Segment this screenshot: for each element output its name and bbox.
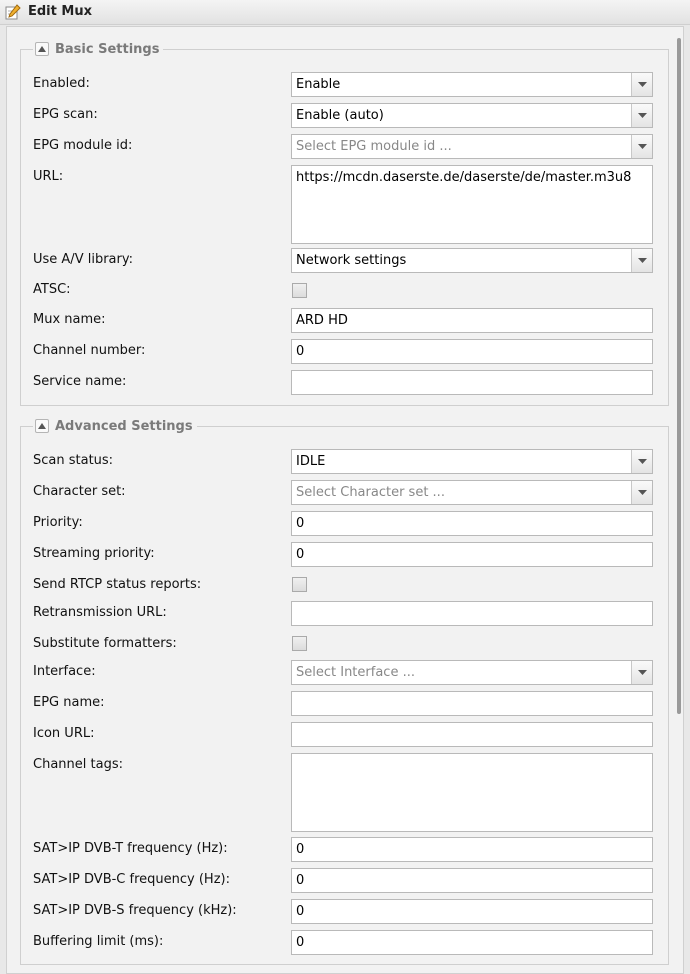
- chevron-down-icon[interactable]: [631, 249, 652, 272]
- streaming-priority-label: Streaming priority:: [33, 546, 155, 561]
- icon-url-label: Icon URL:: [33, 726, 95, 741]
- collapse-arrow-icon: [38, 46, 46, 52]
- advanced-settings-section: [20, 418, 669, 965]
- chevron-down-icon[interactable]: [631, 661, 652, 684]
- service-name-input[interactable]: [291, 370, 653, 395]
- satip-dvbs-value: 0: [296, 904, 305, 919]
- charset-label: Character set:: [33, 484, 126, 499]
- url-label: URL:: [33, 169, 64, 184]
- satip-dvbs-input[interactable]: [291, 899, 653, 924]
- collapse-basic-button[interactable]: [35, 42, 49, 56]
- rtcp-checkbox[interactable]: [292, 577, 307, 592]
- charset-placeholder: Select Character set ...: [296, 485, 445, 500]
- channel-tags-textarea[interactable]: [291, 753, 653, 832]
- mux-name-value: ARD HD: [296, 313, 348, 328]
- atsc-checkbox[interactable]: [292, 283, 307, 298]
- av-library-select[interactable]: [291, 248, 653, 273]
- epg-module-placeholder: Select EPG module id ...: [296, 139, 452, 154]
- advanced-settings-legend: [33, 417, 197, 435]
- buffer-limit-label: Buffering limit (ms):: [33, 934, 164, 949]
- collapse-arrow-icon: [38, 423, 46, 429]
- epg-name-label: EPG name:: [33, 695, 105, 710]
- scan-status-label: Scan status:: [33, 453, 114, 468]
- scan-status-value: IDLE: [296, 454, 326, 469]
- url-value: https://mcdn.daserste.de/daserste/de/master.m3u8: [296, 170, 632, 185]
- interface-select[interactable]: [291, 660, 653, 685]
- epg-name-input[interactable]: [291, 691, 653, 716]
- retrans-url-label: Retransmission URL:: [33, 605, 167, 620]
- advanced-settings-title: Advanced Settings: [55, 418, 193, 434]
- priority-input[interactable]: [291, 511, 653, 536]
- channel-tags-label: Channel tags:: [33, 757, 123, 772]
- buffer-limit-value: 0: [296, 935, 305, 950]
- satip-dvbc-label: SAT>IP DVB-C frequency (Hz):: [33, 872, 230, 887]
- epg-scan-label: EPG scan:: [33, 107, 98, 122]
- satip-dvbc-value: 0: [296, 873, 305, 888]
- interface-label: Interface:: [33, 664, 96, 679]
- epg-module-select[interactable]: [291, 134, 653, 159]
- mux-name-label: Mux name:: [33, 312, 106, 327]
- retrans-url-input[interactable]: [291, 601, 653, 626]
- priority-label: Priority:: [33, 515, 83, 530]
- collapse-advanced-button[interactable]: [35, 419, 49, 433]
- satip-dvbt-label: SAT>IP DVB-T frequency (Hz):: [33, 841, 228, 856]
- streaming-priority-input[interactable]: [291, 542, 653, 567]
- av-library-label: Use A/V library:: [33, 252, 133, 267]
- charset-select[interactable]: [291, 480, 653, 505]
- atsc-label: ATSC:: [33, 282, 71, 297]
- scan-status-select[interactable]: [291, 449, 653, 474]
- enabled-label: Enabled:: [33, 76, 90, 91]
- epg-scan-select[interactable]: [291, 103, 653, 128]
- subst-formatters-checkbox[interactable]: [292, 636, 307, 651]
- window-titlebar: [0, 0, 690, 25]
- subst-formatters-label: Substitute formatters:: [33, 636, 177, 651]
- chevron-down-icon[interactable]: [631, 104, 652, 127]
- scrollbar[interactable]: [677, 38, 681, 714]
- basic-settings-legend: [33, 40, 163, 58]
- interface-placeholder: Select Interface ...: [296, 665, 415, 680]
- epg-module-label: EPG module id:: [33, 138, 133, 153]
- epg-scan-value: Enable (auto): [296, 108, 384, 123]
- channel-number-input[interactable]: [291, 339, 653, 364]
- satip-dvbt-input[interactable]: [291, 837, 653, 862]
- satip-dvbc-input[interactable]: [291, 868, 653, 893]
- satip-dvbs-label: SAT>IP DVB-S frequency (kHz):: [33, 903, 237, 918]
- chevron-down-icon[interactable]: [631, 481, 652, 504]
- basic-settings-title: Basic Settings: [55, 41, 160, 57]
- enabled-value: Enable: [296, 77, 341, 92]
- priority-value: 0: [296, 516, 305, 531]
- chevron-down-icon[interactable]: [631, 135, 652, 158]
- chevron-down-icon[interactable]: [631, 73, 652, 96]
- edit-pencil-icon: [5, 4, 21, 20]
- icon-url-input[interactable]: [291, 722, 653, 747]
- url-textarea[interactable]: [291, 165, 653, 244]
- basic-settings-section: [20, 41, 669, 406]
- window-title: Edit Mux: [28, 4, 92, 19]
- enabled-select[interactable]: [291, 72, 653, 97]
- streaming-priority-value: 0: [296, 547, 305, 562]
- channel-number-label: Channel number:: [33, 343, 146, 358]
- buffer-limit-input[interactable]: [291, 930, 653, 955]
- chevron-down-icon[interactable]: [631, 450, 652, 473]
- channel-number-value: 0: [296, 344, 305, 359]
- satip-dvbt-value: 0: [296, 842, 305, 857]
- service-name-label: Service name:: [33, 374, 127, 389]
- av-library-value: Network settings: [296, 253, 407, 268]
- mux-name-input[interactable]: [291, 308, 653, 333]
- rtcp-label: Send RTCP status reports:: [33, 577, 202, 592]
